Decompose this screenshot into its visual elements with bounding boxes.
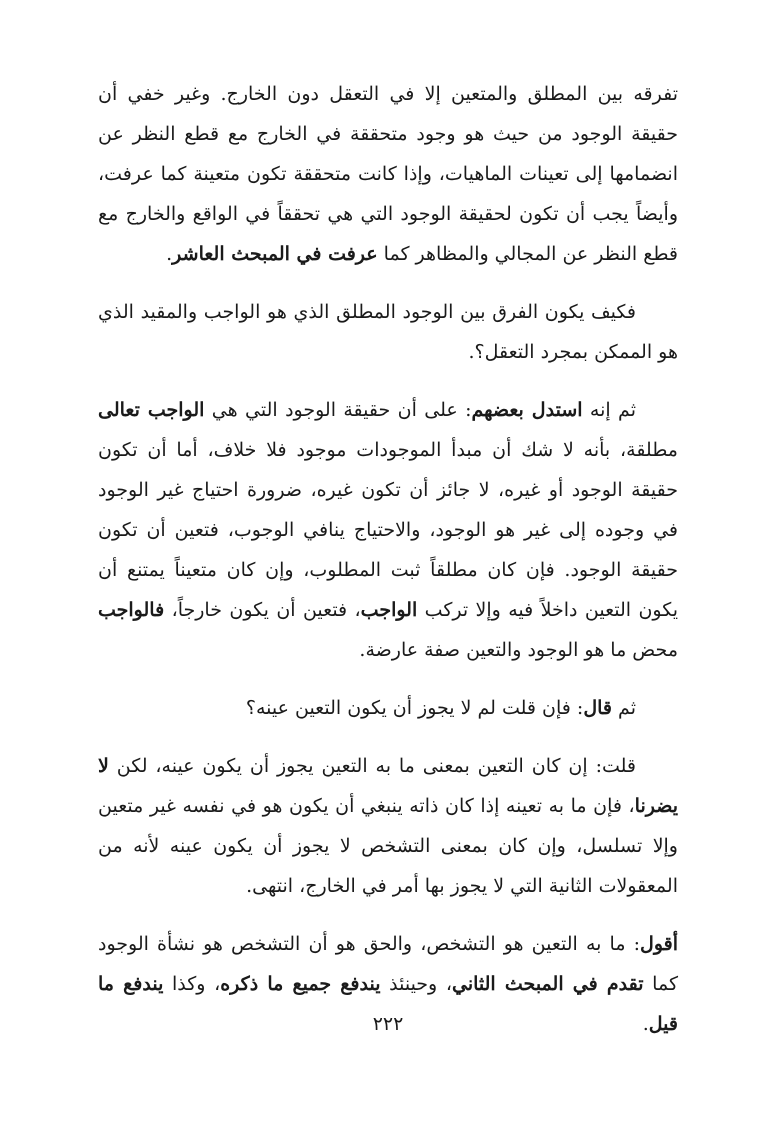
paragraph-4-segment-2: قال — [583, 697, 613, 719]
paragraph-6-segment-5: يندفع جميع ما ذكره — [220, 973, 381, 995]
paragraph-4-segment-3: : فإن قلت لم لا يجوز أن يكون التعين عينه؟ — [245, 697, 584, 719]
paragraph-3-segment-2: استدل بعضهم — [471, 399, 583, 421]
paragraph-3-segment-4: الواجب تعالى — [98, 399, 205, 421]
paragraph-3-segment-7: ، فتعين أن يكون خارجاً، — [164, 599, 361, 621]
page-number: ٢٢٢ — [372, 1013, 404, 1035]
paragraph-3-segment-6: الواجب — [360, 599, 418, 621]
page-body — [98, 74, 678, 1044]
paragraph-3-segment-5: مطلقة، بأنه لا شك أن مبدأ الموجودات موجود فلا خلاف، أما أن تكون حقيقة الوجود أو غيره، لا جائز أن تكون غيره، ضرورة احتياج غير الوجود في وجوده إلى غير هو الوجود، والاحتياج ينافي الوجوب، فتعين أن تكون حقيقة الوجود. فإن كان مطلقاً ثبت المطلوب، وإن كان متعيناً يمتنع أن يكون التعين داخلاً فيه وإلا تركب — [98, 439, 678, 621]
paragraph-3-segment-9: محض ما هو الوجود والتعين صفة عارضة. — [359, 639, 678, 661]
paragraph-1 — [98, 74, 678, 274]
paragraph-5-segment-3: ، فإن ما به تعينه إذا كان ذاته ينبغي أن يكون هو في نفسه غير متعين وإلا تسلسل، وإن كان بمعنى التشخص لا يجوز أن يكون عينه لأنه من المعقولات الثانية التي لا يجوز بها أمر في الخارج، انتهى. — [98, 795, 678, 897]
paragraph-2 — [98, 292, 678, 372]
paragraph-5-segment-1: قلت: إن كان التعين بمعنى ما به التعين يجوز أن يكون عينه، لكن — [108, 755, 636, 777]
paragraph-4 — [98, 688, 678, 728]
paragraph-4-segment-1: ثم — [612, 697, 636, 719]
paragraph-3 — [98, 390, 678, 670]
paragraph-3-segment-8: فالواجب — [98, 599, 165, 621]
paragraph-5 — [98, 746, 678, 906]
paragraph-1-segment-1: تفرقه بين المطلق والمتعين إلا في التعقل دون الخارج. وغير خفي أن حقيقة الوجود من حيث هو وجود متحققة في الخارج مع قطع النظر عن انضمامها إلى تعينات الماهيات، وإذا كانت متحققة تكون متعينة كما عرفت، وأيضاً يجب أن تكون لحقيقة الوجود التي هي تحققاً في الواقع والخارج مع قطع النظر عن المجالي والمظاهر كما — [98, 83, 678, 265]
paragraph-6-segment-6: ، وكذا — [163, 973, 221, 995]
paragraph-5-segment-2: لا يضرنا — [98, 755, 678, 817]
paragraph-6-segment-4: ، وحينئذ — [380, 973, 452, 995]
paragraph-6-segment-7: يندفع ما قيل — [98, 973, 678, 1035]
paragraph-2-segment-1: فكيف يكون الفرق بين الوجود المطلق الذي هو الواجب والمقيد الذي هو الممكن بمجرد التعقل؟. — [98, 301, 678, 363]
paragraph-1-segment-2: عرفت في المبحث العاشر — [172, 243, 378, 265]
paragraph-1-segment-3: . — [166, 243, 173, 265]
paragraph-6-segment-8: . — [642, 1013, 649, 1035]
paragraph-3-segment-3: : على أن حقيقة الوجود التي هي — [204, 399, 472, 421]
paragraph-6-segment-2: : ما به التعين هو التشخص، والحق هو أن التشخص هو نشأة الوجود كما — [98, 933, 679, 995]
paragraph-6-segment-3: تقدم في المبحث الثاني — [451, 973, 644, 995]
paragraph-6-segment-1: أقول — [640, 933, 678, 955]
paragraph-3-segment-1: ثم إنه — [582, 399, 636, 421]
